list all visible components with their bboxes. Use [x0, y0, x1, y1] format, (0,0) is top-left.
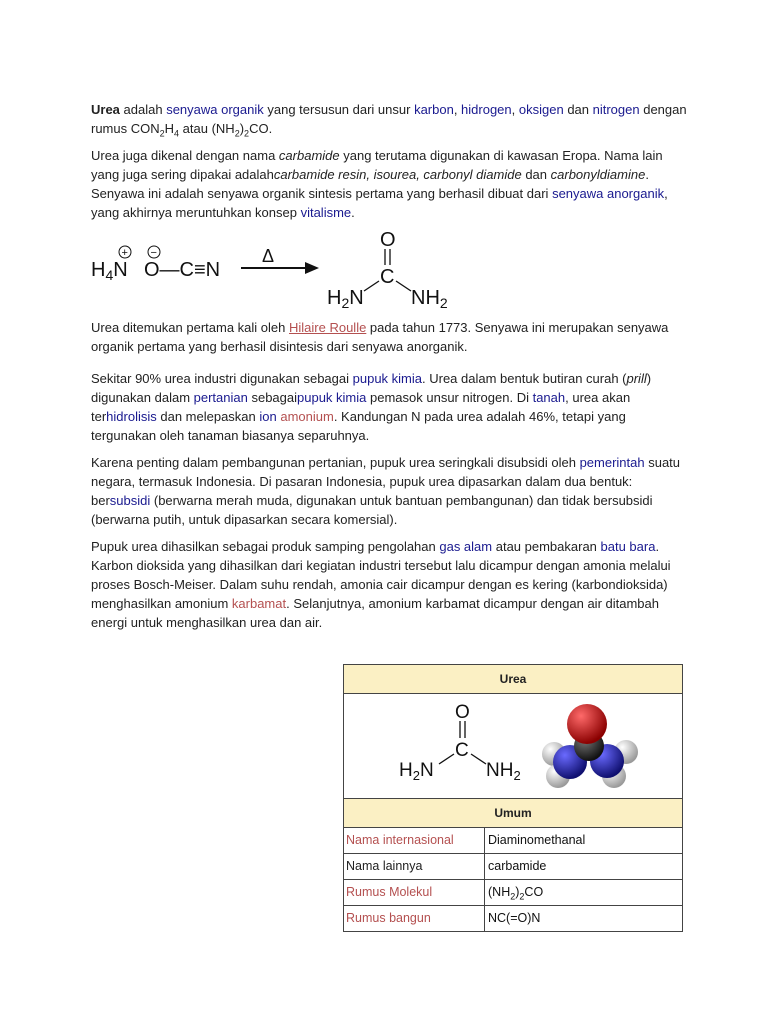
- link-hilaire-roulle[interactable]: Hilaire Roulle: [289, 320, 367, 335]
- link-senyawa-organik[interactable]: senyawa organik: [166, 102, 264, 117]
- cyanate-label: O—C≡N: [144, 259, 221, 281]
- link-senyawa-anorganik[interactable]: senyawa anorganik: [552, 186, 665, 201]
- paragraph-subsidy: Karena penting dalam pembangunan pertanian, pupuk urea seringkali disubsidi oleh pemerintah suatu negara, termasuk Indonesia. Di pasaran Indonesia, pupuk urea dipasarkan dalam dua bentuk: bersubsidi (berwarna merah muda, digunakan untuk bantuan pembangunan) dan tidak bersubsidi (berwarna putih, untuk dipasarkan secara komersial).: [91, 455, 681, 527]
- link-pemerintah[interactable]: pemerintah: [579, 455, 645, 470]
- svg-text:NH2: $NH_2$: [486, 760, 521, 783]
- paragraph-usage: Sekitar 90% urea industri digunakan sebagai pupuk kimia. Urea dalam bentuk butiran curah (prill) digunakan dalam pertanian sebagaipupuk kimia pemasok unsur nitrogen. Di tanah, urea akan terhidrolisis dan melepaskan ion amonium. Kandungan N pada urea adalah 46%, tetapi yang tergunakan oleh tanaman biasanya separuhnya.: [91, 371, 652, 443]
- link-batu-bara[interactable]: batu bara: [600, 539, 656, 554]
- paragraph-intro: Urea adalah senyawa organik yang tersusun dari unsur karbon, hidrogen, oksigen dan nitrogen dengan rumus $CON_2H_4$ atau $(NH_2)_2CO$.: [91, 102, 687, 139]
- amine-right-label: $NH_2$: [411, 287, 448, 308]
- reaction-diagram: [91, 228, 471, 308]
- paragraph-production: Pupuk urea dihasilkan sebagai produk samping pengolahan gas alam atau pembakaran batu bara. Karbon dioksida yang dihasilkan dari kegiatan industri tersebut lalu dicampur dengan amonia melalui proses Bosch-Meiser. Dalam suhu rendah, amonia cair dicampur dengan es kering (karbondioksida) menghasilkan amonium karbamat. Selanjutnya, amonium karbamat dicampur dengan air ditambah energi untuk menghasilkan urea dan air.: [91, 539, 671, 630]
- link-hidrogen[interactable]: hidrogen: [461, 102, 512, 117]
- link-rumus-molekul[interactable]: Rumus Molekul: [344, 880, 485, 905]
- oxygen-label: O: [380, 229, 396, 251]
- urea-structure: [344, 694, 680, 798]
- infobox-urea: [343, 664, 683, 932]
- svg-text:−: −: [150, 247, 157, 259]
- svg-text:C: C: [455, 740, 469, 761]
- link-amonium[interactable]: amonium: [280, 409, 334, 424]
- link-karbamat[interactable]: karbamat: [231, 596, 287, 611]
- delta-label: Δ: [262, 246, 275, 266]
- table-row: Nama lainnya carbamide: [344, 853, 682, 879]
- paragraph-names: Urea juga dikenal dengan nama carbamide yang terutama digunakan di kawasan Eropa. Nama lain yang juga sering dipakai adalahcarbamide resin, isourea, carbonyl diamide dan carbonyldiamine. Senyawa ini adalah senyawa organik sintesis pertama yang berhasil dibuat dari senyawa anorganik, yang akhirnya meruntuhkan konsep vitalisme.: [91, 148, 668, 220]
- link-karbon[interactable]: karbon: [414, 102, 454, 117]
- link-pupuk-kimia[interactable]: pupuk kimia: [352, 371, 422, 386]
- table-row: Rumus bangun NC(=O)N: [344, 905, 682, 931]
- link-tanah[interactable]: tanah: [532, 390, 566, 405]
- link-nitrogen[interactable]: nitrogen: [592, 102, 640, 117]
- carbon-label: C: [380, 266, 395, 288]
- link-gas-alam[interactable]: gas alam: [439, 539, 493, 554]
- paragraph-discovery: Urea ditemukan pertama kali oleh Hilaire Roulle pada tahun 1773. Senyawa ini merupakan senyawa organik pertama yang berhasil disintesis dari senyawa anorganik.: [91, 320, 669, 354]
- link-hidrolisis[interactable]: hidrolisis: [106, 409, 157, 424]
- infobox-section-umum: Umum: [344, 799, 682, 828]
- table-row: Nama internasional Diaminomethanal: [344, 828, 682, 853]
- arrow-head-icon: [305, 262, 319, 274]
- amine-left-label: $H_2N$: [327, 287, 364, 308]
- link-rumus-bangun[interactable]: Rumus bangun: [344, 906, 485, 931]
- infobox-structure-image: [344, 694, 682, 799]
- article-body: [91, 100, 691, 222]
- ammonium-label: $H_4N$: [91, 259, 128, 283]
- svg-text:+: +: [121, 247, 128, 259]
- link-vitalisme[interactable]: vitalisme: [300, 205, 352, 220]
- infobox-rows: [344, 828, 682, 931]
- link-pertanian[interactable]: pertanian: [193, 390, 248, 405]
- term-urea: Urea: [91, 102, 120, 117]
- link-ion[interactable]: ion: [259, 409, 277, 424]
- table-row: Rumus Molekul $(NH_2)_2CO$: [344, 879, 682, 905]
- link-oksigen[interactable]: oksigen: [518, 102, 564, 117]
- link-pupuk-kimia-2[interactable]: pupuk kimia: [297, 390, 367, 405]
- space-filling-model-icon: [542, 704, 638, 788]
- link-nama-internasional[interactable]: Nama internasional: [344, 828, 485, 853]
- svg-text:H2N: $H_2N$: [399, 760, 434, 783]
- article-body-2: [91, 318, 691, 632]
- infobox-title: Urea: [344, 665, 682, 694]
- svg-text:O: O: [455, 702, 470, 723]
- link-subsidi[interactable]: subsidi: [109, 493, 151, 508]
